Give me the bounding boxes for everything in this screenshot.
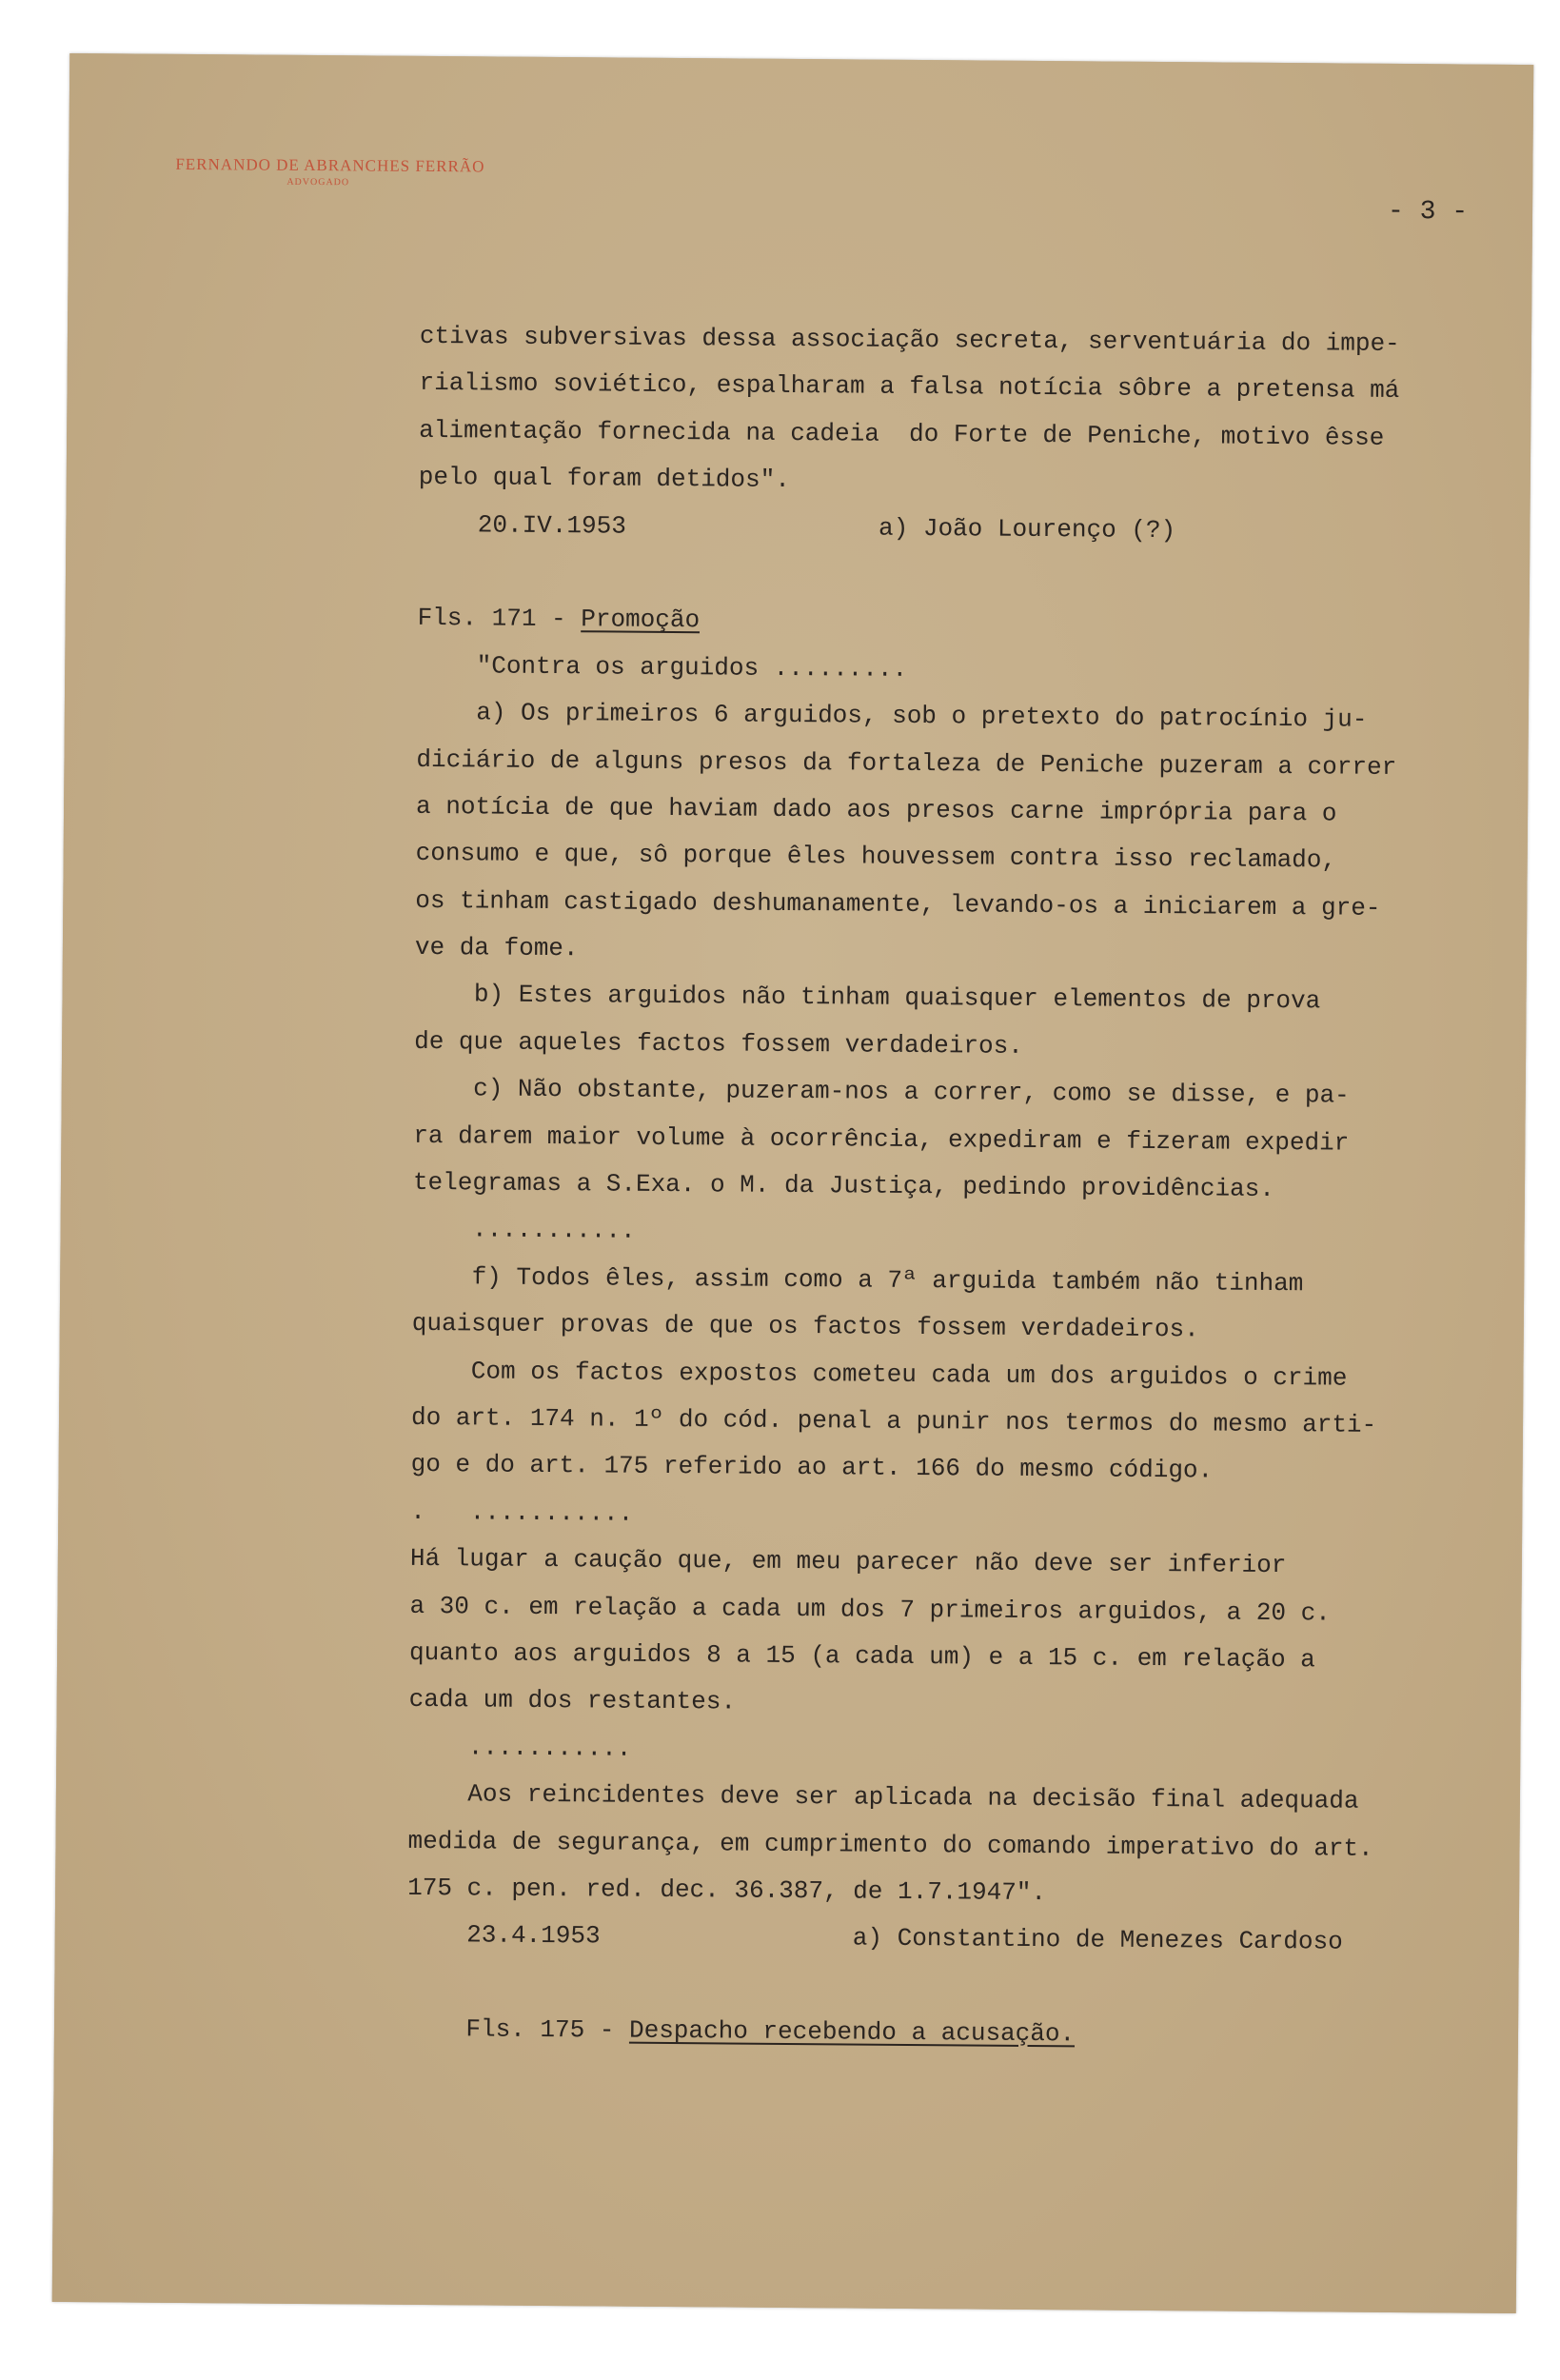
text-line: . ........... bbox=[410, 1497, 634, 1528]
text-line: f) Todos êles, assim como a 7ª arguida também não tinham bbox=[412, 1261, 1304, 1299]
text-line: consumo e que, sô porque êles houvessem contra isso reclamado, bbox=[415, 839, 1337, 875]
text-line: 20.IV.1953 a) João Lourenço (?) bbox=[418, 509, 1176, 545]
text-line: a) Os primeiros 6 arguidos, sob o pretexto do patrocínio ju- bbox=[416, 698, 1368, 734]
text-line: os tinham castigado deshumanamente, levando-os a iniciarem a gre- bbox=[415, 885, 1381, 922]
text-line: go e do art. 175 referido ao art. 166 do mesmo código. bbox=[410, 1450, 1214, 1485]
text-line: ........... bbox=[412, 1215, 636, 1246]
text-line: 23.4.1953 a) Constantino de Menezes Cardoso bbox=[406, 1920, 1343, 1956]
document-body bbox=[406, 313, 1543, 2062]
text-line: Fls. 171 - Promoção bbox=[417, 604, 701, 635]
letterhead bbox=[175, 154, 485, 188]
text-line: rialismo soviético, espalharam a falsa notícia sôbre a pretensa má bbox=[419, 368, 1400, 406]
letterhead-title: ADVOGADO bbox=[286, 176, 350, 188]
page-number: - 3 - bbox=[1387, 196, 1469, 228]
underlined-heading: Promoção bbox=[581, 605, 701, 635]
text-line: "Contra os arguidos ......... bbox=[417, 650, 908, 684]
letterhead-name: FERNANDO DE ABRANCHES FERRÃO bbox=[175, 154, 485, 176]
text-line: Fls. 175 - Despacho recebendo a acusação. bbox=[405, 2013, 1076, 2049]
text-line: Com os factos expostos cometeu cada um dos arguidos o crime bbox=[411, 1356, 1348, 1393]
text-line: a 30 c. em relação a cada um dos 7 primeiros arguidos, a 20 c. bbox=[409, 1591, 1331, 1627]
underlined-heading: Despacho recebendo a acusação. bbox=[628, 2015, 1076, 2049]
text-line: pelo qual foram detidos". bbox=[418, 463, 790, 495]
text-line: de que aqueles factos fossem verdadeiros. bbox=[414, 1026, 1023, 1061]
text-line: a notícia de que haviam dado aos presos carne imprópria para o bbox=[415, 791, 1337, 828]
text-line: medida de segurança, em cumprimento do comando imperativo do art. bbox=[407, 1826, 1373, 1863]
text-line: ra darem maior volume à ocorrência, expediram e fizeram expedir bbox=[413, 1121, 1350, 1158]
text-line: quaisquer provas de que os factos fossem verdadeiros. bbox=[411, 1309, 1199, 1344]
text-line: alimentação fornecida na cadeia do Forte de Peniche, motivo êsse bbox=[419, 415, 1385, 452]
text-line: Aos reincidentes deve ser aplicada na decisão final adequada bbox=[407, 1778, 1359, 1815]
text-line: 175 c. pen. red. dec. 36.387, de 1.7.1947". bbox=[407, 1873, 1047, 1908]
text-line: ........... bbox=[408, 1732, 632, 1763]
text-line: cada um dos restantes. bbox=[408, 1685, 737, 1716]
text-line: ve da fome. bbox=[414, 932, 579, 963]
text-line: do art. 174 n. 1º do cód. penal a punir nos termos do mesmo arti- bbox=[410, 1402, 1377, 1439]
text-line: c) Não obstante, puzeram-nos a correr, como se disse, e pa- bbox=[413, 1074, 1350, 1110]
text-line: diciário de alguns presos da fortaleza de Peniche puzeram a correr bbox=[416, 744, 1397, 782]
text-line: Há lugar a caução que, em meu parecer não deve ser inferior bbox=[409, 1544, 1287, 1580]
text-line: telegramas a S.Exa. o M. da Justiça, pedindo providências. bbox=[412, 1167, 1275, 1204]
text-line: ctivas subversivas dessa associação secreta, serventuária do impe- bbox=[419, 321, 1400, 358]
document-page bbox=[52, 53, 1534, 2313]
text-line: quanto aos arguidos 8 a 15 (a cada um) e a 15 c. em relação a bbox=[408, 1637, 1315, 1675]
text-line: b) Estes arguidos não tinham quaisquer elementos de prova bbox=[414, 980, 1321, 1016]
